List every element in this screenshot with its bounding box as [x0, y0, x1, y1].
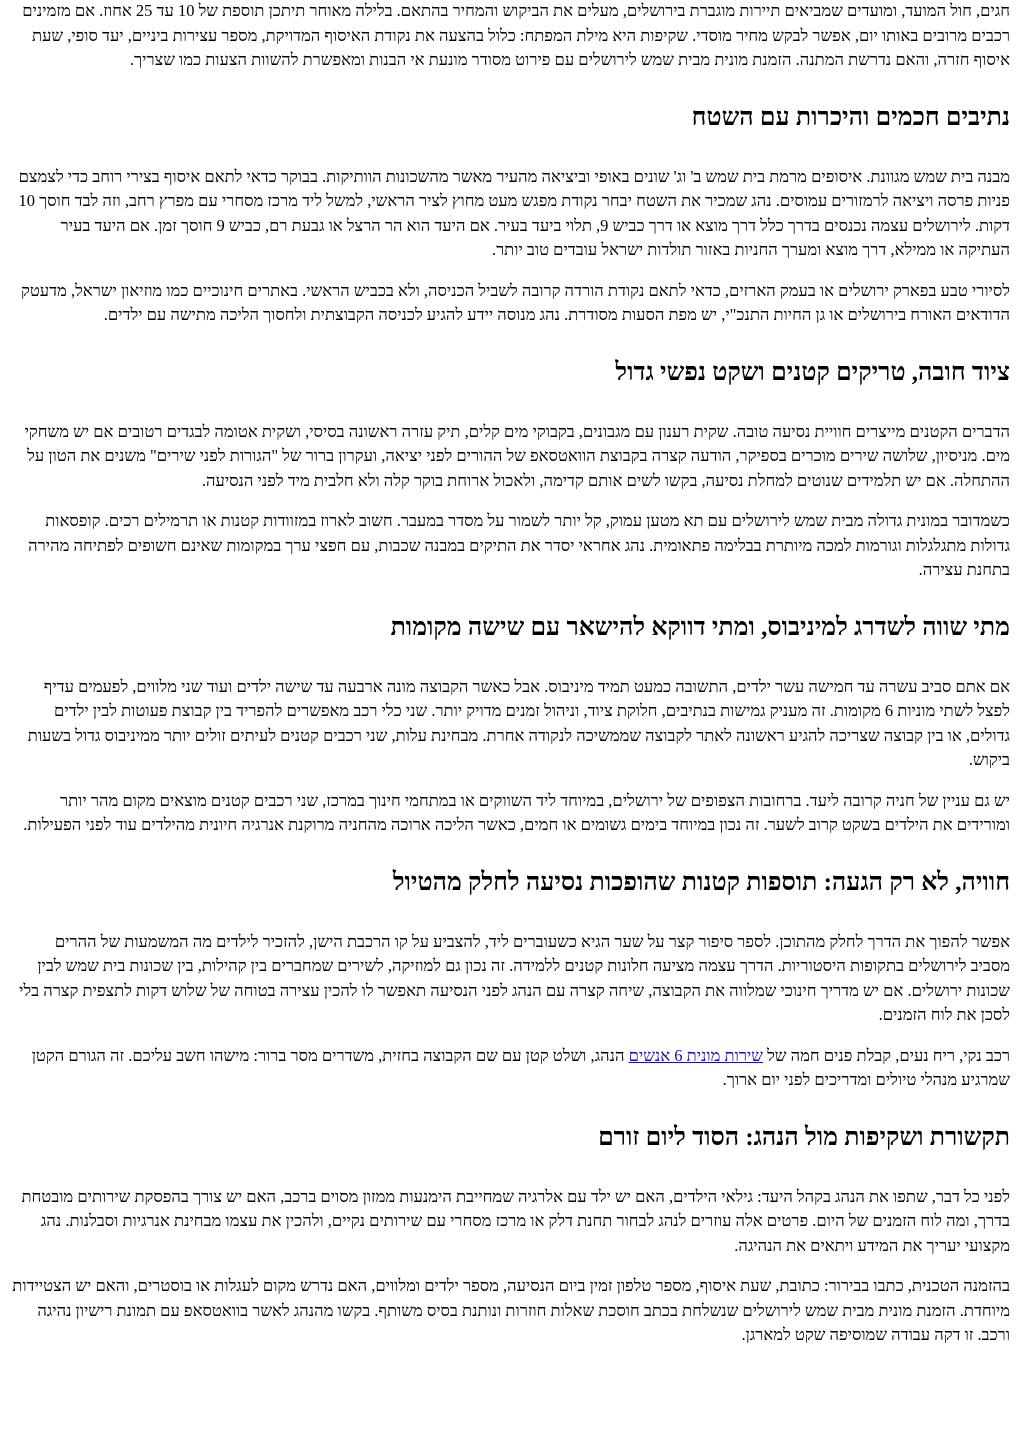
paragraph: אם אתם סביב עשרה עד חמישה עשר ילדים, התשובה כמעט תמיד מיניבוס. אבל כאשר הקבוצה מונה ארבעה עד שישה ילדים ועוד שני מלווים, לפעמים עדיף לפצל לשתי מוניות 6 מקומות. זה מעניק גמישות בנתיבים, חלוקת ציוד, וניהול זמנים מדויק יותר. שני כלי רכב מאפשרים להפריד בין קבוצת פעוטות לבין ילדים גדולים, או בין קבוצה שצריכה להגיע ראשונה לאתר לקבוצה שממשיכה לנקודה אחרת. מבחינת עלות, שני רכבים קטנים לעיתים זולים יותר ממיניבוס גדול בשעות ביקוש. — [27, 676, 1010, 769]
text: הנהג, ושלט קטן עם שם הקבוצה בחזית, משדרים מסר ברור: מישהו חשב עליכם. זה הגורם הקטן שמרגיע מנהלי טיולים ומדריכים לפני יום ארוך. — [31, 1045, 1010, 1089]
text: רכב נקי, ריח נעים, קבלת פנים חמה של — [762, 1045, 1010, 1065]
paragraph: לפני כל דבר, שתפו את הנהג בקהל היעד: גילאי הילדים, האם יש ילד עם אלרגיה שמחייבת הימנעות ממזון מסוים ברכב, האם יש צורך בהפסקת שירותים מובטחת בדרך, ומה לוח הזמנים של היום. פרטים אלה עוזרים לנהג לבחור תחנת דלק או מרכז מסחרי עם שירותים נקיים, ולהכין את עצמו מבחינת אנרגיות וסבלנות. נהג מקצועי יעריך את המידע ויתאים את הנהיגה. — [21, 1186, 1010, 1255]
paragraph: כשמדובר במונית גדולה מבית שמש לירושלים עם תא מטען עמוק, קל יותר לשמור על מסדר במעבר. חשוב לארוז במזוודות קטנות או תרמילים רכים. קופסאות גדולות מתגלגלות וגורמות למכה מיותרת בבלימה פתאומית. נהג אחראי יסדר את התיקים במבנה שכבות, עם חפצי ערך במקומות שאינם חשופים לפתיחה מהירה בתחנת עצירה. — [28, 511, 1010, 579]
paragraph: אפשר להפוך את הדרך לחלק מהתוכן. לספר סיפור קצר על שער הגיא כשעוברים ליד, להצביע על קו הרכבת הישן, להזכיר לילדים מה המשמעות של ההרים מסביב לירושלים בתקופות היסטוריות. הדרך עצמה מציעה חלונות קטנים ללמידה. זה נכון גם למוזיקה, לשירים שמחברים בין קהילות, בין שכונות בית שמש לבין שכונות ירושלים. אם יש מדריך חינוכי שמלווה את הקבוצה, שיחה קצרה עם הנהג לפני הנסיעה תאפשר לו להכין עצירה בטוחה של שלוש דקות לתצפית קצרה בלי לסכן את לוח הזמנים. — [19, 931, 1010, 1024]
paragraph: הדברים הקטנים מייצרים חוויית נסיעה טובה. שקית רענון עם מגבונים, בקבוקי מים קלים, תיק עזרה ראשונה בסיסי, ושקית אטומה לבגדים רטובים אם יש משחקי מים. מניסיון, שלושה שירים מוכרים בספיקר, הודעה קצרה בקבוצת הוואטסאפ של ההורים לפני יציאה, ועקרון ברור של "הגורות לפני שירים" משנים את הטון על ההתחלה. אם יש תלמידים שנוטים למחלת נסיעה, בקשו לשים אותם קדימה, ולאכול ארוחת בוקר קלה ולא חלבית מיד לפני הנסיעה. — [24, 421, 1010, 490]
paragraph-with-link — [12, 1044, 1010, 1093]
paragraph: יש גם עניין של חניה קרובה ליעד. ברחובות הצפופים של ירושלים, במיוחד ליד השווקים או במתחמי חינוך במרכז, שני רכבים קטנים מוצאים מקום מהר יותר ומורידים את הילדים בשקט קרוב לשער. זה נכון במיוחד בימים גשומים או חמים, כאשר הליכה ארוכה מהחניה מרוקנת אנרגיה חיונית מהילדים עוד לפני הפעילות. — [23, 790, 1010, 834]
section-heading-routes: נתיבים חכמים והיכרות עם השטח — [691, 103, 1010, 131]
section-heading-minibus: מתי שווה לשדרג למיניבוס, ומתי דווקא להישאר עם שישה מקומות — [390, 613, 1010, 641]
section-heading-equipment: ציוד חובה, טריקים קטנים ושקט נפשי גדול — [615, 358, 1010, 386]
intro-paragraph: חגים, חול המועד, ומועדים שמביאים תיירות מוגברת בירושלים, מעלים את הביקוש והמחיר בהתאם. בלילה מאוחר תיתכן תוספת של 10 עד 25 אחוז. אם מזמינים רכבים מרובים באותו יום, אפשר לבקש מחיר מוסדי. שקיפות היא מילת המפתח: כלול בהצעה את נקודת האיסוף המדויקת, מספר עצירות ביניים, יעד סופי, שעת איסוף חזרה, והאם נדרשת המתנה. הזמנת מונית מבית שמש לירושלים עם פירוט מסודר מונעת אי הבנות ומאפשרת להשוות הצעות כמו שצריך. — [22, 1, 1010, 69]
taxi-service-link[interactable]: שירות מונית 6 אנשים — [628, 1045, 763, 1065]
paragraph: בהזמנה הטכנית, כתבו בבירור: כתובת, שעת איסוף, מספר טלפון זמין ביום הנסיעה, מספר ילדים ומלווים, האם נדרש מקום לעגלות או בוסטרים, והאם יש הצטיידות מיוחדת. הזמנת מונית מבית שמש לירושלים שנשלחת בכתב חוסכת שאלות חוזרות ונותנת בסיס משותף. בקשו מהנהג לאשר בוואטסאפ עם תמונת רישיון נהיגה ורכב. זו דקה עבודה שמוסיפה שקט למארגן. — [12, 1276, 1010, 1344]
section-heading-experience: חוויה, לא רק הגעה: תוספות קטנות שהופכות נסיעה לחלק מהטיול — [392, 868, 1010, 896]
paragraph: לסיורי טבע בפארק ירושלים או בעמק הארזים, כדאי לתאם נקודת הורדה קרובה לשביל הכניסה, ולא בכביש הראשי. באתרים חינוכיים כמו מוזיאון ישראל, מדעטק הדודאים האורח בירושלים או גן החיות התנכ"י, יש מפת הסעות מסודרת. נהג מנוסה יידע להגיע לכניסה הקבוצתית ולחסוך הליכה מתישה עם ילדים. — [20, 280, 1010, 324]
paragraph: מבנה בית שמש מגוונת. איסופים מרמת בית שמש ב' וג' שונים באופי וביציאה מהעיר מאשר מהשכונות הוותיקות. בבוקר כדאי לתאם איסוף בצירי רוחב כדי לצמצם פניות פרסה ויציאה לרמזורים עמוסים. נהג שמכיר את השטח יבחר נקודת מפגש מעט מחוץ לציר הראשי, למשל ליד מרכז מסחרי עם מפרץ רחב, וזה לבד חוסך 10 דקות. לירושלים עצמה נכנסים בדרך כלל דרך מוצא או דרך כביש 9, תלוי ביעד בעיר. אם היעד הוא הר הרצל או גבעת רם, כביש 9 חוסך זמן. אם היעד בעיר העתיקה או ממילא, דרך מוצא ומערך החניות באזור תולדות ישראל עובדים טוב יותר. — [18, 166, 1010, 259]
section-heading-communication: תקשורת ושקיפות מול הנהג: הסוד ליום זורם — [598, 1123, 1010, 1151]
